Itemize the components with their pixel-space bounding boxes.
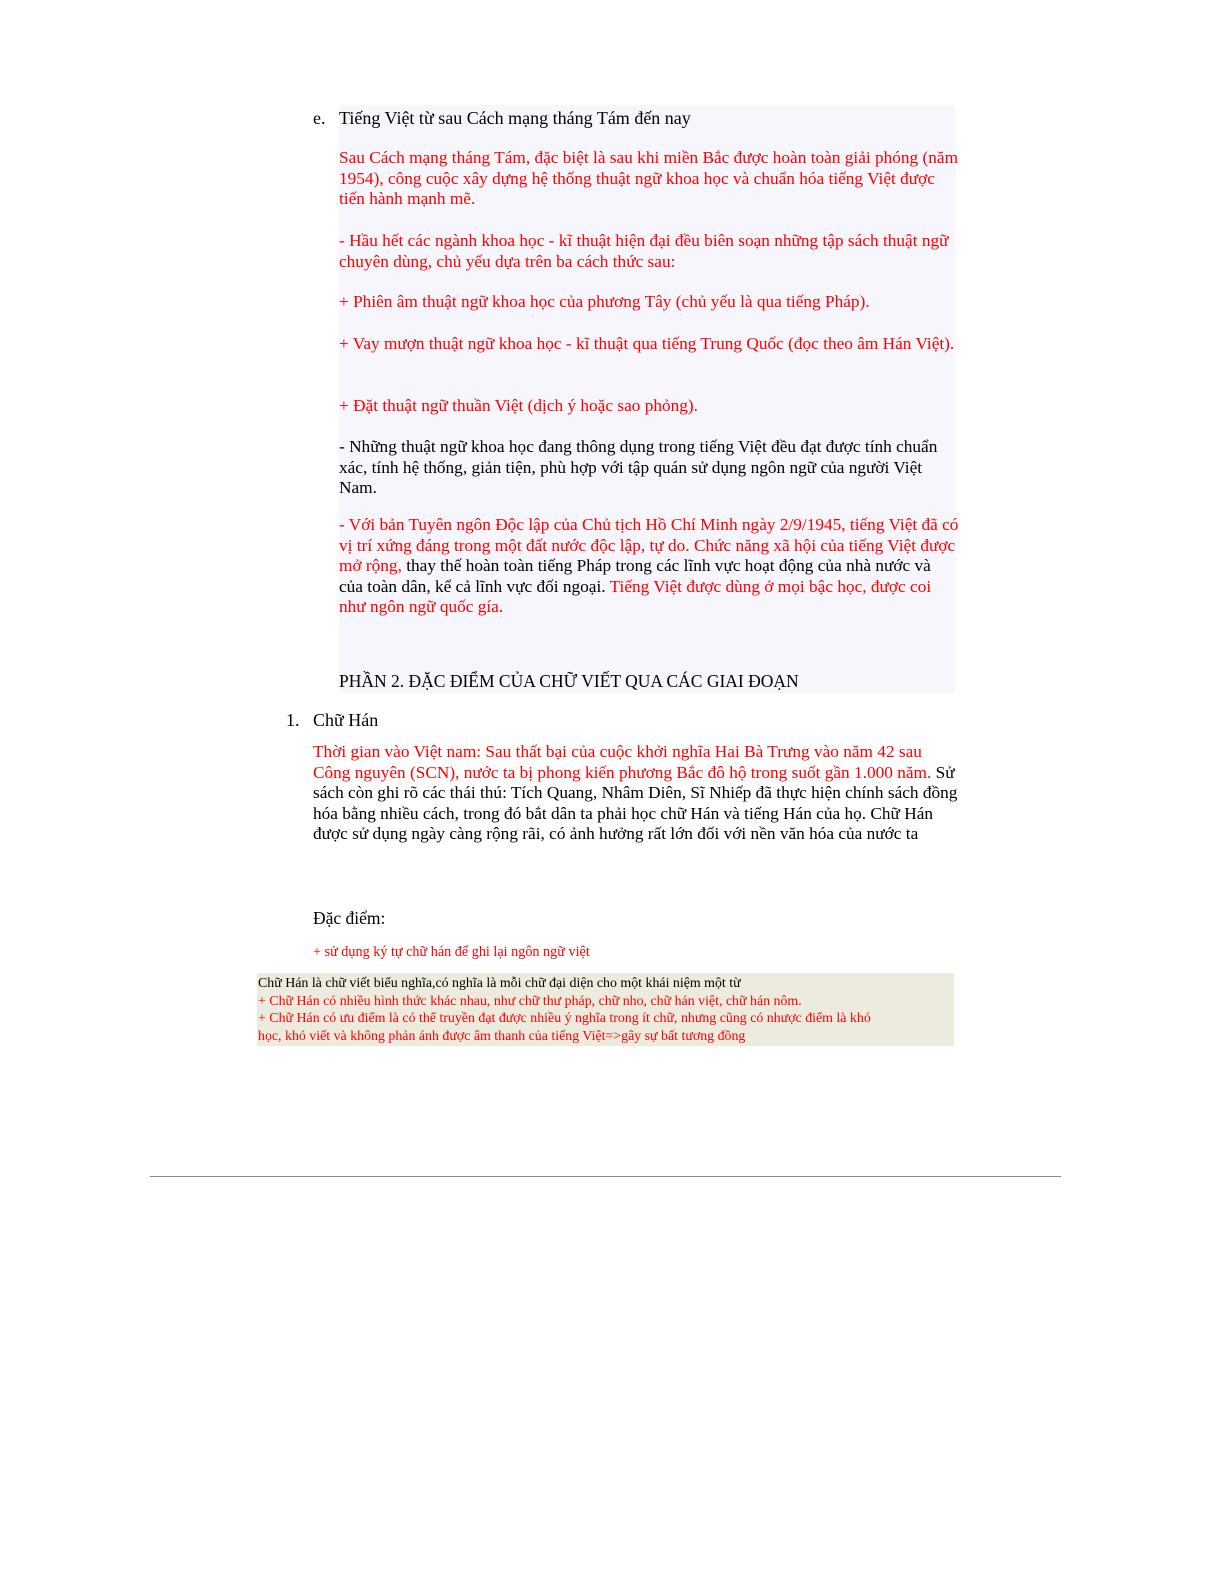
chu-han-highlight-box <box>257 973 954 1046</box>
section-1-title: Chữ Hán <box>313 710 379 730</box>
section-e-paragraph-1: Sau Cách mạng tháng Tám, đặc biệt là sau khi miền Bắc được hoàn toàn giải phóng (năm 1954), công cuộc xây dựng hệ thống thuật ngữ khoa học và chuẩn hóa tiếng Việt được tiến hành mạnh mẽ. <box>339 148 959 208</box>
highlight-box-line-3: + Chữ Hán có ưu điểm là có thể truyền đạt được nhiều ý nghĩa trong ít chữ, nhưng cũng có nhược điểm là khó <box>258 1011 871 1027</box>
chu-han-intro-red: Thời gian vào Việt nam: Sau thất bại của cuộc khởi nghĩa Hai Bà Trưng vào năm 42 sau Công nguyên (SCN), nước ta bị phong kiến phương Bắc đô hộ trong suốt gần 1.000 năm. <box>313 742 932 782</box>
section-e-paragraph-thuat-ngu: - Những thuật ngữ khoa học đang thông dụng trong tiếng Việt đều đạt được tính chuẩn xác, tính hệ thống, giản tiện, phù hợp với tập quán sử dụng ngôn ngữ của người Việt Nam. <box>339 437 938 497</box>
features-label: Đặc điểm: <box>313 908 386 928</box>
tuyen-ngon-red-part-2: Tiếng Việt được dùng ở mọi bậc học, được coi như ngôn ngữ quốc gía. <box>339 576 932 616</box>
section-e-paragraph-2: - Hầu hết các ngành khoa học - kĩ thuật hiện đại đều biên soạn những tập sách thuật ngữ chuyên dùng, chủ yếu dựa trên ba cách thức sau: <box>339 231 949 271</box>
highlight-box-line-1: Chữ Hán là chữ viết biểu nghĩa,có nghĩa là mỗi chữ đại diện cho một khái niệm một từ <box>258 976 741 991</box>
highlight-box-line-2: + Chữ Hán có nhiều hình thức khác nhau, như chữ thư pháp, chữ nho, chữ hán việt, chữ hán nôm. <box>258 993 802 1009</box>
section-e-marker: e. <box>313 108 326 128</box>
part-2-title: PHẦN 2. ĐẶC ĐIỂM CỦA CHỮ VIẾT QUA CÁC GIAI ĐOẠN <box>339 671 799 691</box>
section-e-bullet-phien-am: + Phiên âm thuật ngữ khoa học của phương Tây (chủ yếu là qua tiếng Pháp). <box>339 292 870 311</box>
features-bullet: + sử dụng ký tự chữ hán để ghi lại ngôn ngữ việt <box>313 944 590 960</box>
section-e-paragraph-tuyen-ngon <box>339 515 959 618</box>
section-e-heading <box>313 106 691 130</box>
highlight-box-line-4: học, khó viết và không phản ánh được âm thanh của tiếng Việt=>gây sự bất tương đồng <box>258 1028 746 1044</box>
section-e-bullet-vay-muon: + Vay mượn thuật ngữ khoa học - kĩ thuật qua tiếng Trung Quốc (đọc theo âm Hán Việt). <box>339 334 955 353</box>
tuyen-ngon-black-part: thay thế hoàn toàn tiếng Pháp trong các lĩnh vực hoạt động của nhà nước và của toàn dân, kể cả lĩnh vực đối ngoại. <box>339 556 931 596</box>
section-e-bullet-dat-thuat-ngu: + Đặt thuật ngữ thuần Việt (dịch ý hoặc sao phỏng). <box>339 396 698 415</box>
section-e-title: Tiếng Việt từ sau Cách mạng tháng Tám đến nay <box>339 108 691 128</box>
chu-han-intro-black: Sử sách còn ghi rõ các thái thú: Tích Quang, Nhâm Diên, Sĩ Nhiếp đã thực hiện chính sách đồng hóa bằng nhiều cách, trong đó bắt dân ta phải học chữ Hán và tiếng Hán của họ. Chữ Hán được sử dụng ngày càng rộng rãi, có ảnh hưởng rất lớn đối với nền văn hóa của nước ta <box>313 762 958 843</box>
section-1-marker: 1. <box>286 710 300 730</box>
section-1-intro-paragraph <box>313 742 958 845</box>
tuyen-ngon-red-part-1: - Với bản Tuyên ngôn Độc lập của Chủ tịch Hồ Chí Minh ngày 2/9/1945, tiếng Việt đã có vị trí xứng đáng trong một đất nước độc lập, tự do. Chức năng xã hội của tiếng Việt được mở rộng, <box>339 515 959 575</box>
page-divider <box>150 1176 1061 1177</box>
section-1-heading <box>286 708 378 732</box>
